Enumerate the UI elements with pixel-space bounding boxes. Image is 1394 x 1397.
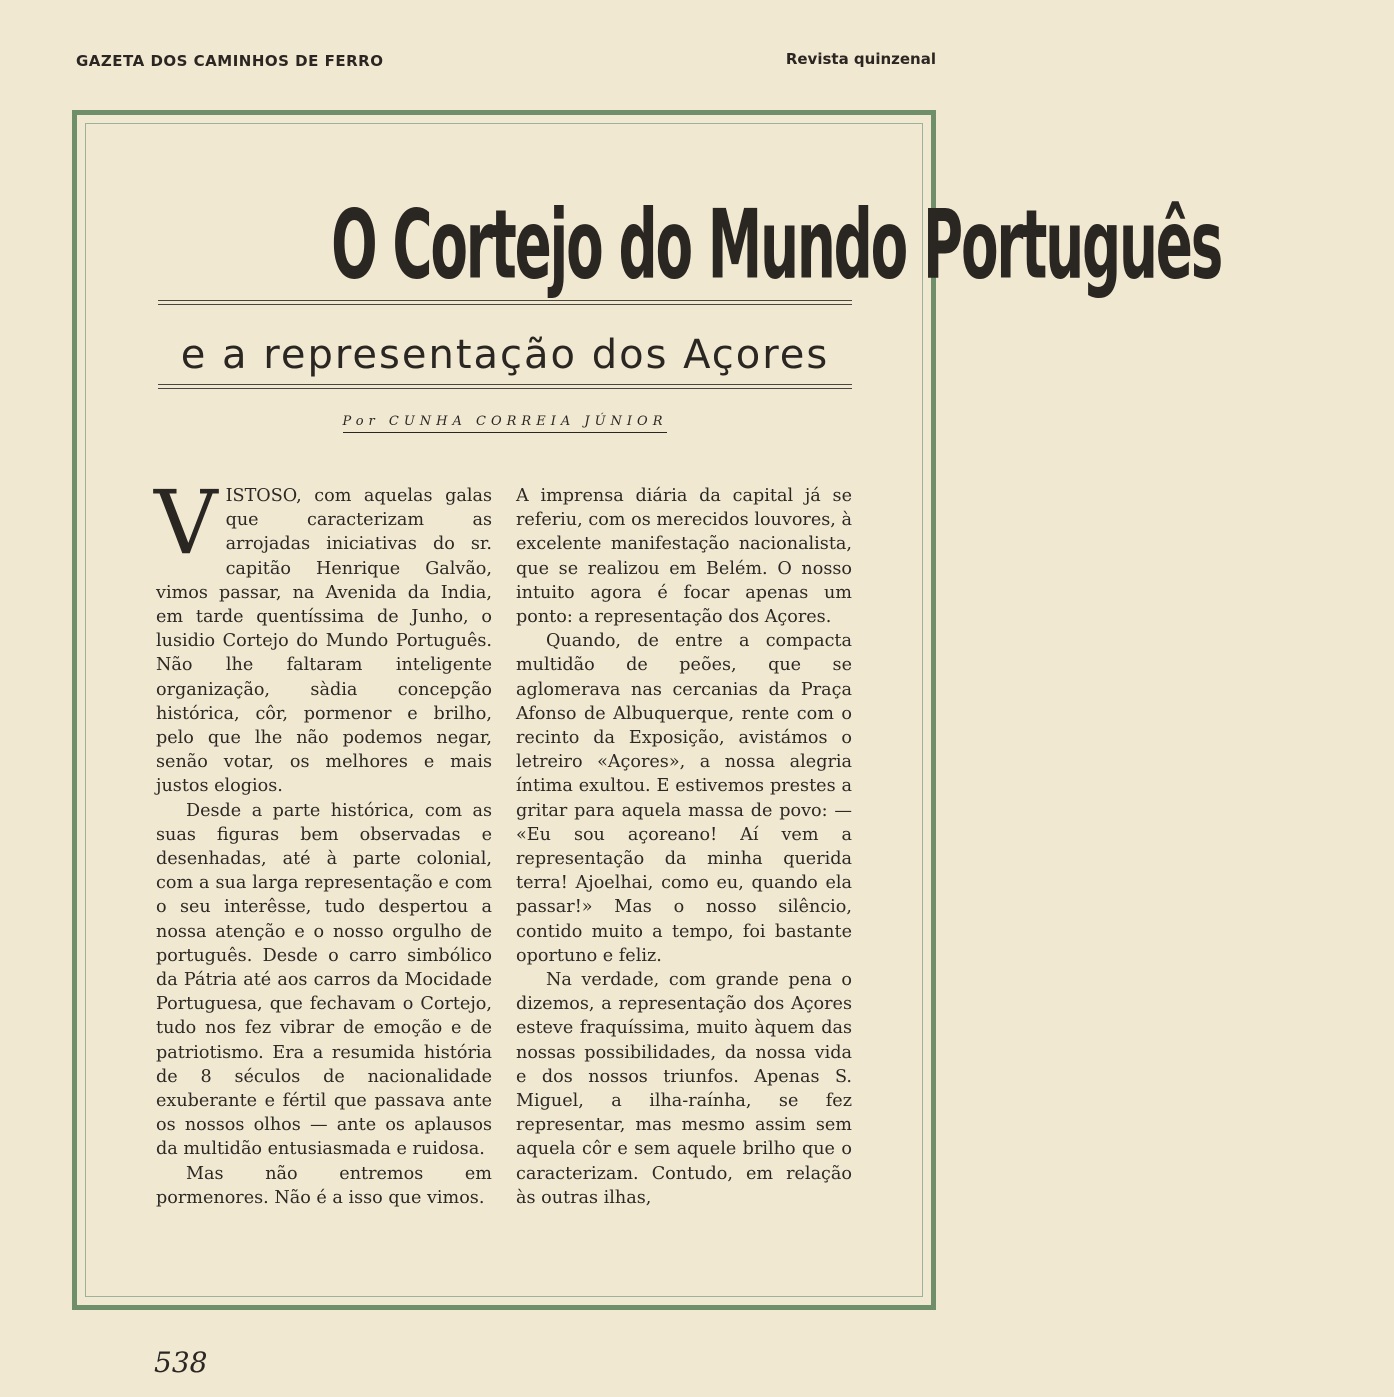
publication-name: GAZETA DOS CAMINHOS DE FERRO	[76, 52, 384, 70]
paragraph	[154, 471, 492, 799]
subtitle-rule-top	[158, 384, 852, 385]
left-column	[154, 471, 492, 1210]
article-title-text: O Cortejo do Mundo Português	[331, 188, 1222, 300]
paragraph-text: ISTOSO, com aquelas galas que caracterizam as arrojadas iniciativas do sr. capitão Henrique Galvão, vimos passar, na Avenida da India, em tarde quentíssima de Junho, o lusidio Cortejo do Mundo Português. Não lhe faltaram inteligente organização, sàdia concepção histórica, côr, pormenor e brilho, pelo que lhe não podemos negar, senão votar, os melhores e mais justos elogios.	[156, 486, 492, 797]
subtitle-rule-bottom	[158, 388, 852, 389]
paragraph: A imprensa diária da capital já se referiu, com os merecidos louvores, à excelente manifestação nacionalista, que se realizou em Belém. O nosso intuito agora é focar apenas um ponto: a representação dos Açores.	[516, 486, 852, 628]
publication-frequency: Revista quinzenal	[785, 50, 936, 68]
paragraph: Mas não entremos em pormenores. Não é a isso que vimos.	[156, 1163, 492, 1208]
paragraph: Desde a parte histórica, com as suas figuras bem observadas e desenhadas, até à parte colonial, com a sua larga representação e com o seu interêsse, tudo despertou a nossa atenção e o nosso orgulho de português. Desde o carro simbólico da Pátria até aos carros da Mocidade Portuguesa, que fechavam o Cortejo, tudo nos fez vibrar de emoção e de patriotismo. Era a resumida história de 8 séculos de nacionalidade exuberante e fértil que passava ante os nossos olhos — ante os aplausos da multidão entusiasmada e ruidosa.	[156, 800, 492, 1160]
title-rule-bottom	[158, 304, 852, 305]
page-number: 538	[154, 1346, 208, 1379]
right-column	[516, 484, 852, 1210]
article-subtitle: e a representação dos Açores	[180, 332, 830, 378]
article-title	[158, 188, 1222, 300]
paragraph: Na verdade, com grande pena o dizemos, a representação dos Açores esteve fraquíssima, muito àquem das nossas possibilidades, da nossa vida e dos nossos triunfos. Apenas S. Miguel, a ilha-raínha, se fez representar, mas mesmo assim sem aquela côr e sem aquele brilho que o caracterizam. Contudo, em relação às outras ilhas,	[516, 970, 852, 1208]
title-rule-top	[158, 300, 852, 301]
paragraph: Quando, de entre a compacta multidão de peões, que se aglomerava nas cercanias da Praça Afonso de Albuquerque, rente com o recinto da Exposição, avistámos o letreiro «Açores», a nossa alegria íntima exultou. E estivemos prestes a gritar para aquela massa de povo: — «Eu sou açoreano! Aí vem a representação da minha querida terra! Ajoelhai, como eu, quando ela passar!» Mas o nosso silêncio, contido muito a tempo, foi bastante oportuno e feliz.	[516, 631, 852, 966]
byline-text: Por CUNHA CORREIA JÚNIOR	[343, 414, 668, 433]
article-byline	[158, 414, 852, 433]
drop-cap: V	[154, 471, 218, 574]
